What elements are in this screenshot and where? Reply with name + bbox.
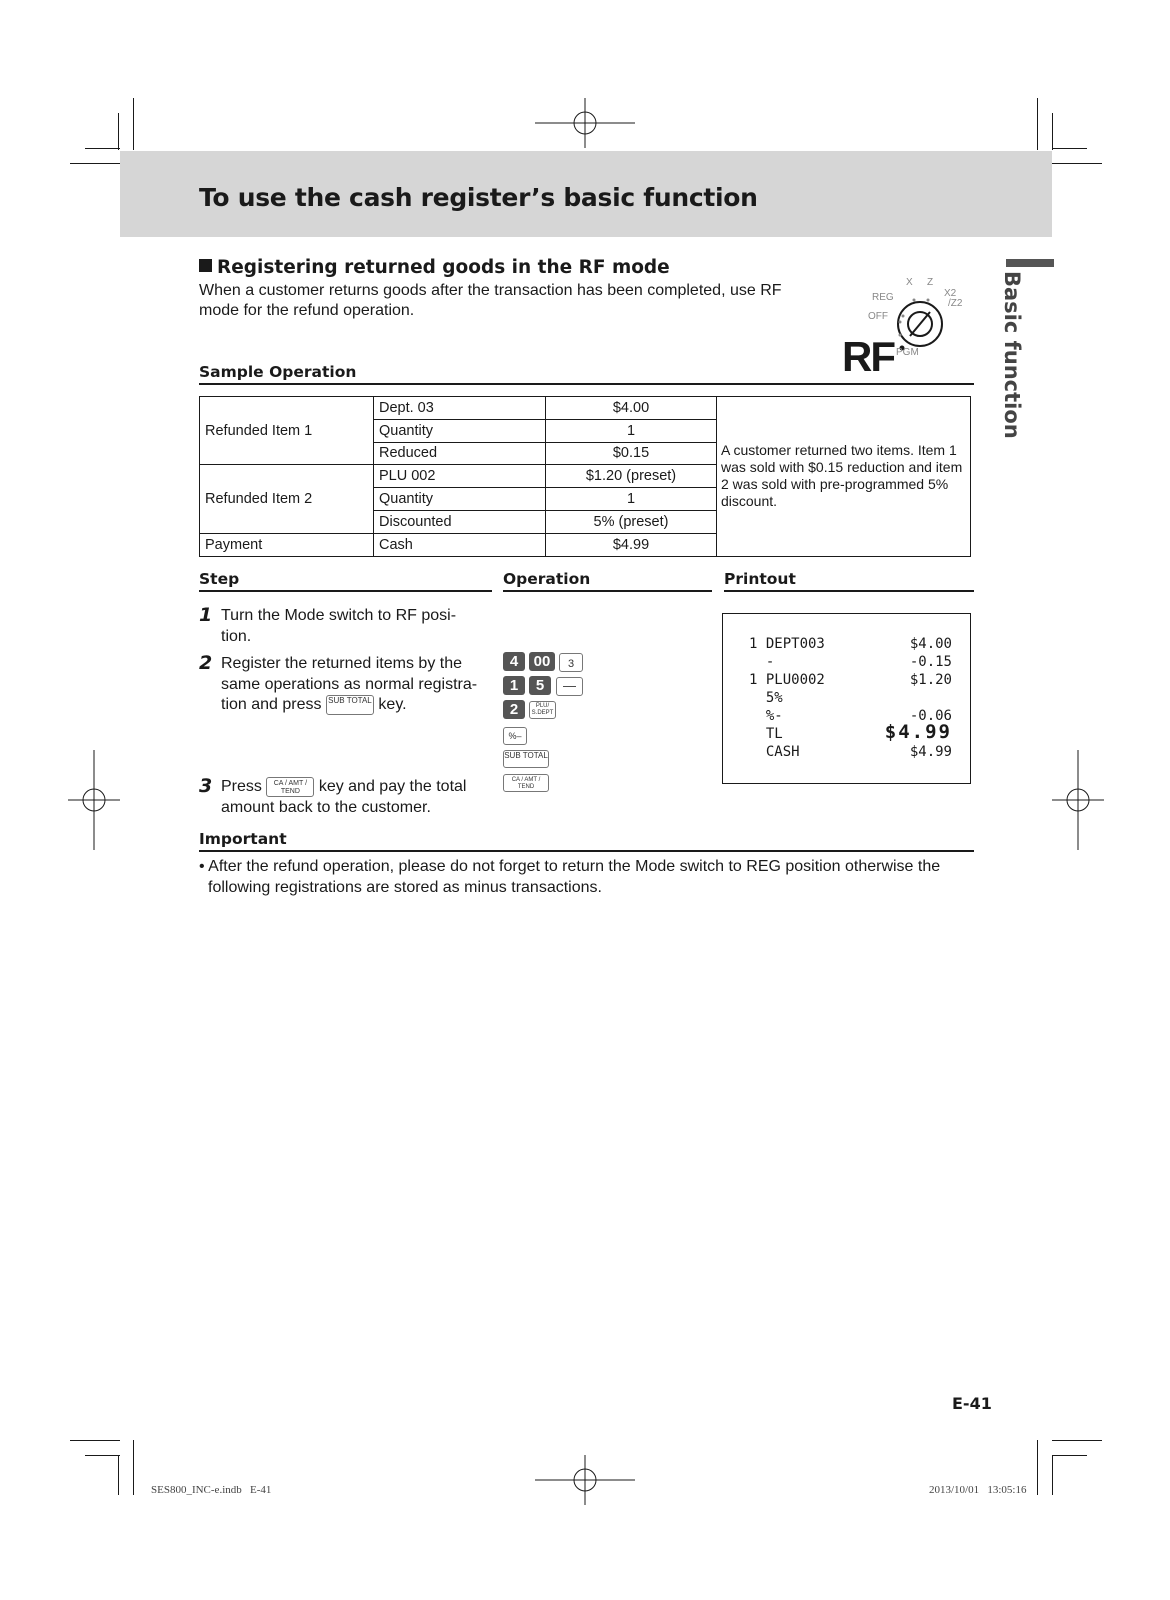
mode-dial: X Z REG X2 /Z2 OFF PGM RF — [840, 278, 990, 378]
page-number: E-41 — [952, 1394, 992, 1413]
dept-3-key-icon: 3 — [559, 653, 583, 672]
printout-column-heading: Printout — [724, 570, 796, 588]
key-1-icon: 1 — [503, 676, 525, 695]
sub-total-key-icon: SUB TOTAL — [326, 695, 374, 715]
plu-sdept-key-icon: PLU/ S.DEPT — [529, 701, 556, 719]
step-number: 1 — [199, 604, 213, 626]
table-row: Discounted 5% (preset) — [200, 510, 971, 533]
step-text: Press CA / AMT / TEND key and pay the total amount back to the customer. — [221, 778, 467, 816]
table-row: Refunded Item 2 PLU 002 $1.20 (preset) — [200, 465, 971, 488]
receipt-total: $4.99 — [884, 721, 952, 743]
footer-timestamp: 2013/10/01 13:05:16 — [929, 1484, 1027, 1496]
minus-key-icon: — — [556, 677, 583, 696]
rf-mode-label: RF — [842, 333, 894, 380]
ca-amt-tend-key-icon: CA / AMT / TEND — [503, 774, 549, 792]
divider — [503, 590, 712, 592]
sample-operation-heading: Sample Operation — [199, 363, 357, 381]
divider — [724, 590, 974, 592]
registration-mark-top — [535, 98, 635, 148]
ca-amt-tend-key-icon: CA / AMT / TEND — [266, 777, 314, 797]
divider — [199, 383, 974, 385]
side-tab-bar — [1006, 259, 1054, 267]
key-00-icon: 00 — [529, 652, 555, 671]
table-row: Reduced $0.15 — [200, 442, 971, 465]
step-column-heading: Step — [199, 570, 240, 588]
section-heading: Registering returned goods in the RF mode — [199, 257, 670, 278]
registration-mark-right — [1052, 750, 1104, 850]
table-row: Quantity 1 — [200, 419, 971, 442]
divider — [199, 850, 974, 852]
registration-mark-left — [68, 750, 120, 850]
operation-column-heading: Operation — [503, 570, 591, 588]
key-2-icon: 2 — [503, 700, 525, 719]
step-text: Turn the Mode switch to RF posi- tion. — [221, 607, 457, 645]
important-text: • After the refund operation, please do not forget to return the Mode switch to REG position otherwise the following registrations are stored as minus transactions. — [199, 858, 941, 896]
key-4-icon: 4 — [503, 652, 525, 671]
important-heading: Important — [199, 830, 287, 848]
table-row: Refunded Item 1 Dept. 03 $4.00 A customer returned two items. Item 1 was sold with $0.15 reduction and item 2 was sold with pre-programmed 5% discount. — [200, 397, 971, 420]
footer-file-info: SES800_INC-e.indb E-41 — [151, 1484, 272, 1496]
table-row: Payment Cash $4.99 — [200, 533, 971, 556]
square-bullet-icon — [199, 259, 212, 272]
intro-text: When a customer returns goods after the transaction has been completed, use RF mode for the refund operation. — [199, 282, 782, 319]
sub-total-key-icon: SUB TOTAL — [503, 750, 549, 768]
step-text: Register the returned items by the same operations as normal registra- tion and press SUB TOTAL key. — [221, 655, 478, 714]
printout-receipt: 1 DEPT003 $4.00 - -0.15 1 PLU0002 $1.20 5% %- -0.06 TL $4.99 CASH $4.99 — [722, 613, 971, 784]
registration-mark-bottom — [535, 1455, 635, 1505]
step-number: 3 — [199, 775, 213, 797]
side-tab-label: Basic function — [1000, 271, 1024, 439]
step-number: 2 — [199, 652, 213, 674]
table-note: A customer returned two items. Item 1 was sold with $0.15 reduction and item 2 was sold with pre-programmed 5% discount. — [717, 397, 971, 557]
sample-operation-table — [199, 396, 971, 557]
percent-minus-key-icon: %– — [503, 727, 527, 745]
page-title: To use the cash register’s basic function — [199, 183, 758, 212]
divider — [199, 590, 492, 592]
table-row: Quantity 1 — [200, 488, 971, 511]
key-5-icon: 5 — [529, 676, 551, 695]
